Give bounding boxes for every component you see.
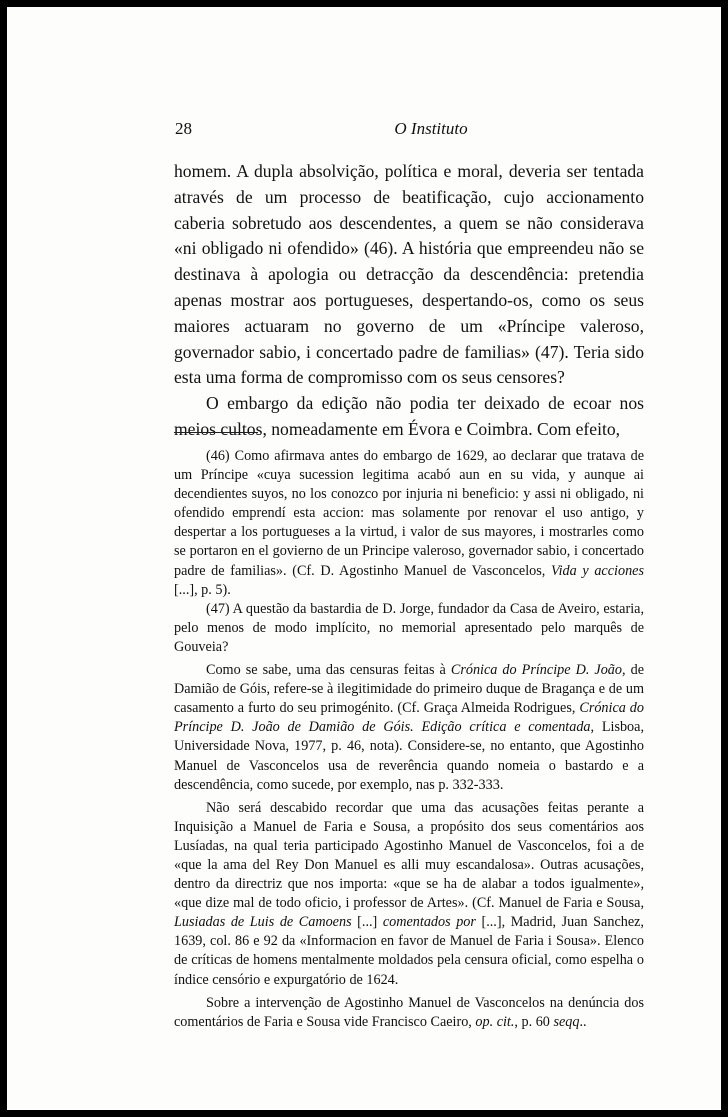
note-text: (46) Como afirmava antes do embargo de 1629, ao declarar que tratava de um Príncipe «cuya sucession legitima acabó aun en su vida, y aunque ai decendientes suyos, no los conozco por injuria ni beneficio: y assi ni obligado, ni ofendido emprendí esta accion: mas solamente por renovar el uso antigo, y despertar a los portugueses a la virtud, i valor de sus mayores, i mostrarles como se portaron en el govierno de un Principe valeroso, governador sabio, i concertado padre de familias». (Cf. D. Agostinho Manuel de Vasconcelos,: [174, 448, 644, 579]
body-paragraph: homem. A dupla absolvição, política e moral, deveria ser tentada através de um processo de beatificação, cujo accionamento caberia sobretudo aos descendentes, a quem se não considerava «ni obligado ni ofendido» (46). A história que empreendeu não se destinava à apologia ou detracção da descendência: pretendia apenas mostrar aos portugueses, despertando-os, como os seus maiores actuaram no governo de um «Príncipe valeroso, governador sabio, i concertado padre de familias» (47). Teria sido esta uma forma de compromisso com os seus censores?: [174, 161, 644, 388]
footnotes: [174, 447, 644, 1032]
note-italic: Crónica do Príncipe D. João de Damião de Góis. Edição crítica e comentada: [174, 700, 644, 736]
footnote-paragraph: [174, 994, 644, 1032]
note-text: Sobre a intervenção de Agostinho Manuel de Vasconcelos na denúncia dos comentários de Faria e Sousa vide Francisco Caeiro,: [174, 994, 644, 1030]
note-text: , p. 60: [514, 1013, 554, 1030]
note-text: , de Damião de Góis, refere-se à ilegitimidade do primeiro duque de Bragança e de um casamento a furto do seu primogénito. (Cf. Graça Almeida Rodrigues,: [174, 662, 644, 717]
footnote-47: [174, 600, 644, 657]
note-text: , Lisboa, Universidade Nova, 1977, p. 46, nota). Considere-se, no entanto, que Agostinho Manuel de Vasconcelos usa de reverência quando nomeia o bastardo e a descendência, como sucede, por exemplo, nas p. 332-333.: [174, 719, 644, 793]
main-text: [174, 159, 644, 443]
page-header: [167, 119, 649, 141]
note-text: [...]: [351, 914, 383, 931]
footnote-paragraph: [174, 661, 644, 795]
footnote-separator: [174, 432, 258, 433]
note-italic: seqq: [553, 1013, 580, 1030]
note-italic: comentados por: [382, 914, 476, 931]
note-italic: Vida y acciones: [550, 562, 644, 579]
note-text: (47) A questão da bastardia de D. Jorge, fundador da Casa de Aveiro, estaria, pelo menos de modo implícito, no memorial apresentado pelo marquês de Gouveia?: [174, 600, 644, 655]
note-text: [...], p. 5).: [174, 581, 231, 598]
note-italic: Crónica do Príncipe D. João: [450, 662, 622, 679]
note-text: Como se sabe, uma das censuras feitas à: [206, 662, 451, 679]
note-italic: Lusiadas de Luis de Camoens: [174, 914, 352, 931]
page-number: 28: [175, 119, 192, 138]
footnote-46: [174, 447, 644, 600]
note-text: [...], Madrid, Juan Sanchez, 1639, col. 86 e 92 da «Informacion en favor de Manuel de Faria i Sousa». Elenco de críticas de homens mentalmente moldados pela censura oficial, como espelha o índice censório e expurgatório de 1624.: [174, 914, 644, 988]
note-italic: op. cit.: [475, 1013, 515, 1030]
running-title: O Instituto: [394, 119, 468, 138]
body-paragraph: O embargo da edição não podia ter deixado de ecoar nos meios cultos, nomeadamente em Évora e Coimbra. Com efeito,: [174, 393, 644, 439]
footnote-paragraph: [174, 799, 644, 990]
note-text: ..: [579, 1013, 587, 1030]
note-text: Não será descabido recordar que uma das acusações feitas perante a Inquisição a Manuel de Faria e Sousa, a propósito dos seus comentários aos Lusíadas, na qual teria participado Agostinho Manuel de Vasconcelos, foi a de «que la ama del Rey Don Manuel es alli muy escandalosa». Outras acusações, dentro da directriz que nos importa: «que se ha de alabar a todos igualmente», «que dize mal de todo oficio, i professor de Artes». (Cf. Manuel de Faria e Sousa,: [174, 799, 644, 912]
